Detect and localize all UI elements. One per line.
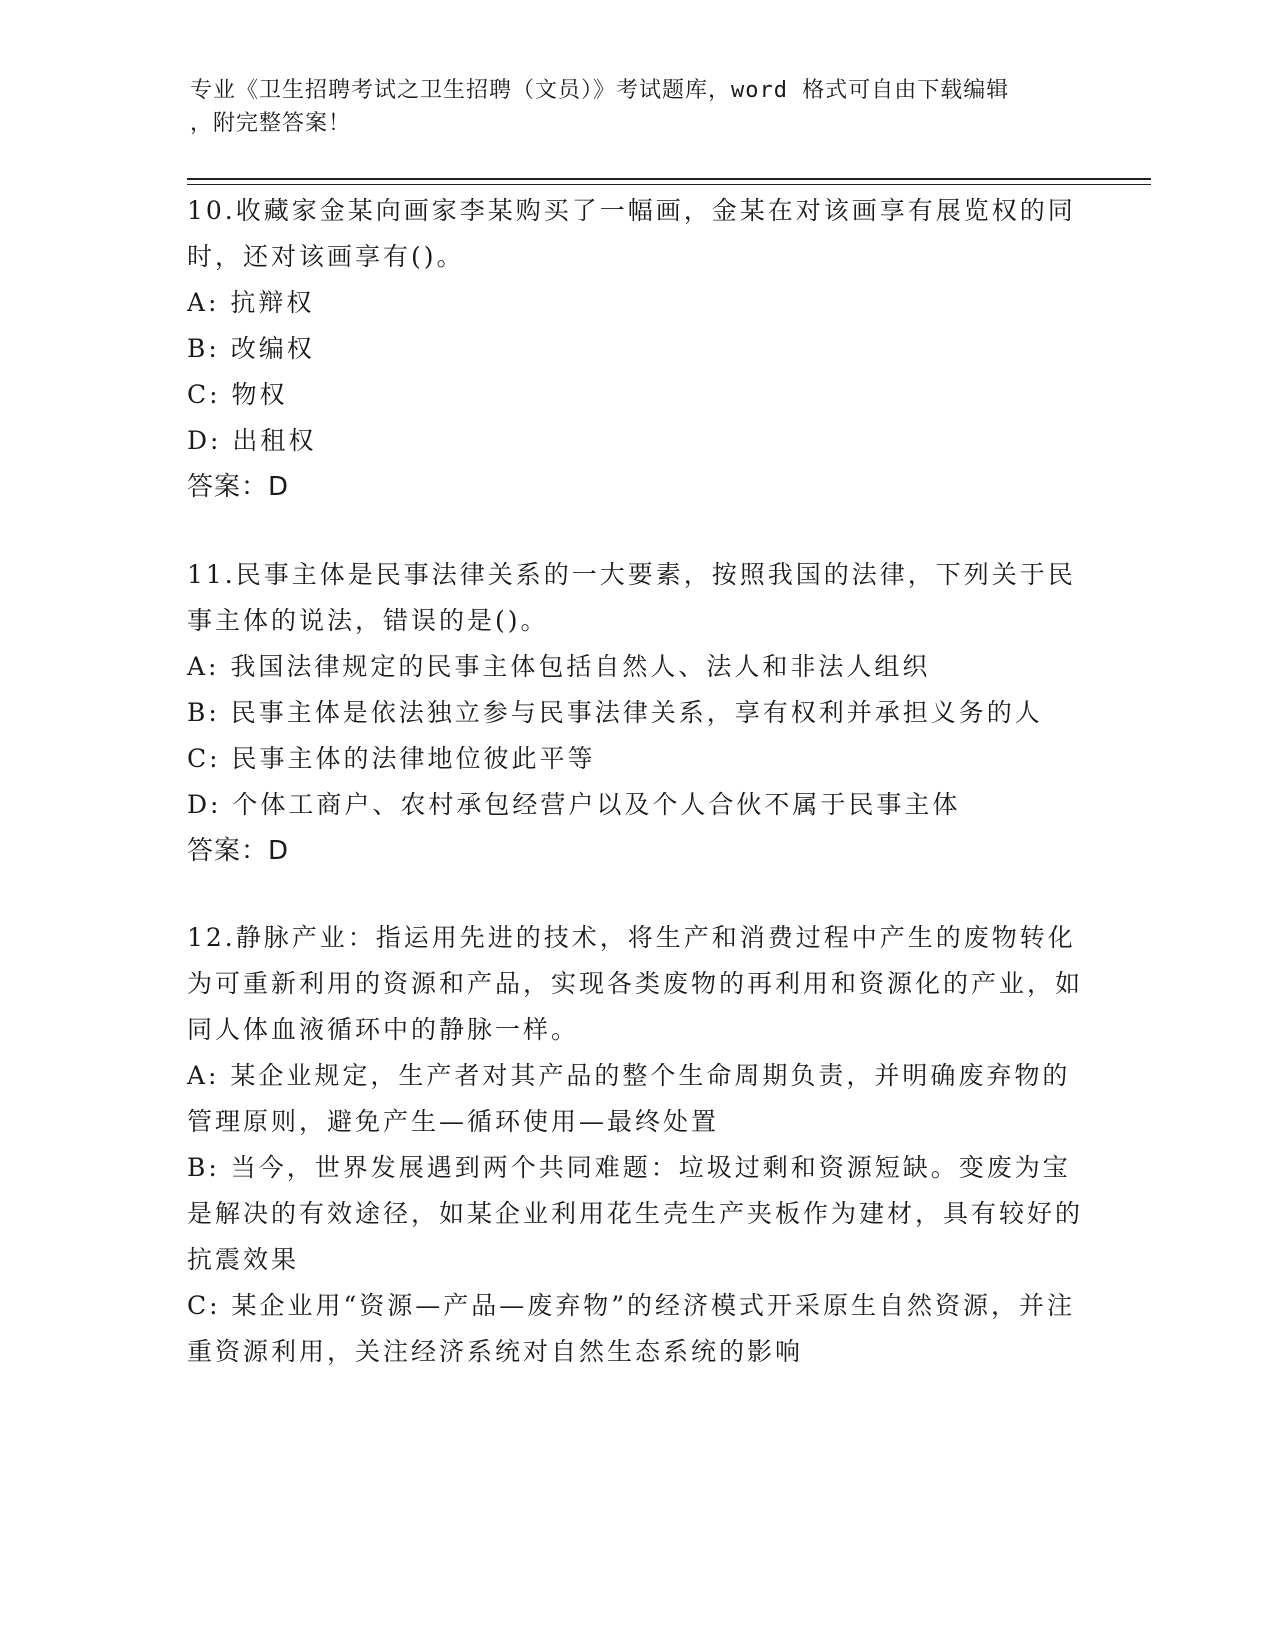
option-a: A: 抗辩权 <box>187 288 315 317</box>
question-stem: 12.静脉产业：指运用先进的技术，将生产和消费过程中产生的废物转化为可重新利用的资源和产品，实现各类废物的再利用和资源化的产业，如同人体血液循环中的静脉一样。 <box>187 923 1084 1044</box>
option-b: B: 改编权 <box>187 334 315 363</box>
question-stem: 10.收藏家金某向画家李某购买了一幅画，金某在对该画享有展览权的同时，还对该画享有()。 <box>187 196 1076 271</box>
option-a: A: 我国法律规定的民事主体包括自然人、法人和非法人组织 <box>187 652 931 681</box>
option-c: C: 物权 <box>187 380 288 409</box>
header-line-2: ，附完整答案！ <box>190 111 352 136</box>
option-d: D: 出租权 <box>187 426 317 455</box>
option-c: C: 某企业用“资源—产品—废弃物”的经济模式开采原生自然资源，并注重资源利用，关注经济系统对自然生态系统的影响 <box>187 1291 1076 1366</box>
option-c: C: 民事主体的法律地位彼此平等 <box>187 744 596 773</box>
question-stem: 11.民事主体是民事法律关系的一大要素，按照我国的法律，下列关于民事主体的说法，错误的是()。 <box>187 560 1076 635</box>
question-11 <box>187 552 1087 874</box>
question-12 <box>187 915 1087 1375</box>
option-d: D: 个体工商户、农村承包经营户以及个人合伙不属于民事主体 <box>187 790 961 819</box>
header-line-1: 专业《卫生招聘考试之卫生招聘（文员）》考试题库，word 格式可自由下载编辑 <box>190 78 1010 103</box>
option-a: A: 某企业规定，生产者对其产品的整个生命周期负责，并明确废弃物的管理原则，避免产生—循环使用—最终处置 <box>187 1061 1071 1136</box>
answer: 答案：D <box>187 472 290 502</box>
document-header <box>190 74 1090 140</box>
option-b: B: 民事主体是依法独立参与民事法律关系，享有权利并承担义务的人 <box>187 698 1043 727</box>
question-10 <box>187 188 1087 510</box>
answer: 答案：D <box>187 836 290 866</box>
option-b: B: 当今，世界发展遇到两个共同难题：垃圾过剩和资源短缺。变废为宝是解决的有效途径，如某企业利用花生壳生产夹板作为建材，具有较好的抗震效果 <box>187 1153 1084 1274</box>
header-divider-thin <box>187 184 1151 185</box>
header-divider-thick <box>187 178 1151 180</box>
